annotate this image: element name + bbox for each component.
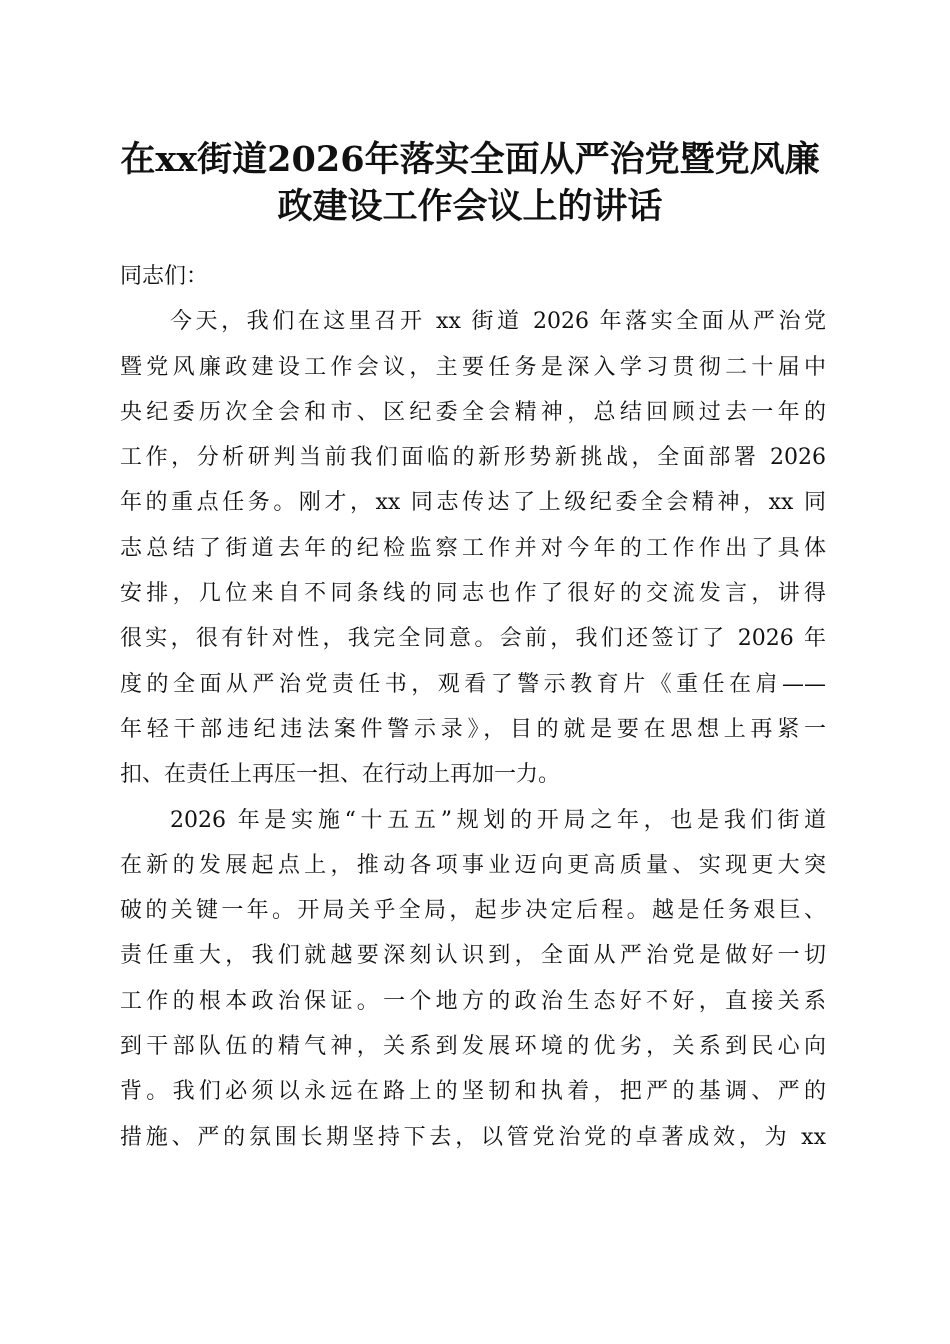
title-line: 在xx街道2026年落实全面从严治党暨党风廉 bbox=[120, 139, 820, 180]
paragraph-line: 工作的根本政治保证。一个地方的政治生态好不好，直接关系 bbox=[120, 988, 826, 1014]
paragraph bbox=[120, 798, 826, 1160]
paragraph-line: 背。我们必须以永远在路上的坚韧和执着，把严的基调、严的 bbox=[120, 1079, 826, 1105]
paragraph-line: 破的关键一年。开局关乎全局，起步决定后程。越是任务艰巨、 bbox=[120, 898, 826, 924]
paragraph-line: 年的重点任务。刚才，xx 同志传达了上级纪委全会精神，xx 同 bbox=[120, 490, 826, 516]
paragraph-line: 志总结了街道去年的纪检监察工作并对今年的工作作出了具体 bbox=[120, 535, 826, 561]
title-line: 政建设工作会议上的讲话 bbox=[277, 186, 663, 227]
paragraph-line: 工作，分析研判当前我们面临的新形势新挑战，全面部署 2026 bbox=[120, 445, 826, 471]
paragraph-line: 2026 年是实施“十五五”规划的开局之年，也是我们街道 bbox=[170, 807, 826, 833]
paragraph-line: 安排，几位来自不同条线的同志也作了很好的交流发言，讲得 bbox=[120, 581, 826, 607]
document-body bbox=[120, 254, 826, 1160]
paragraph-line: 扣、在责任上再压一担、在行动上再加一力。 bbox=[120, 762, 561, 788]
paragraph-line: 央纪委历次全会和市、区纪委全会精神，总结回顾过去一年的 bbox=[120, 399, 826, 425]
paragraph-line: 在新的发展起点上，推动各项事业迈向更高质量、实现更大突 bbox=[120, 852, 826, 878]
document-title bbox=[100, 136, 840, 230]
paragraph-line: 责任重大，我们就越要深刻认识到，全面从严治党是做好一切 bbox=[120, 943, 826, 969]
paragraph-line: 年轻干部违纪违法案件警示录》，目的就是要在思想上再紧一 bbox=[120, 716, 826, 742]
salutation: 同志们： bbox=[120, 264, 209, 289]
paragraph-line: 到干部队伍的精气神，关系到发展环境的优劣，关系到民心向 bbox=[120, 1034, 826, 1060]
paragraph-line: 很实，很有针对性，我完全同意。会前，我们还签订了 2026 年 bbox=[120, 626, 826, 652]
paragraph-line: 暨党风廉政建设工作会议，主要任务是深入学习贯彻二十届中 bbox=[120, 354, 826, 380]
paragraph-line: 今天，我们在这里召开 xx 街道 2026 年落实全面从严治党 bbox=[170, 309, 826, 335]
paragraph bbox=[120, 299, 826, 797]
paragraph-line: 度的全面从严治党责任书，观看了警示教育片《重任在肩—— bbox=[120, 671, 826, 697]
paragraph-line: 措施、严的氛围长期坚持下去，以管党治党的卓著成效，为 xx bbox=[120, 1124, 826, 1150]
